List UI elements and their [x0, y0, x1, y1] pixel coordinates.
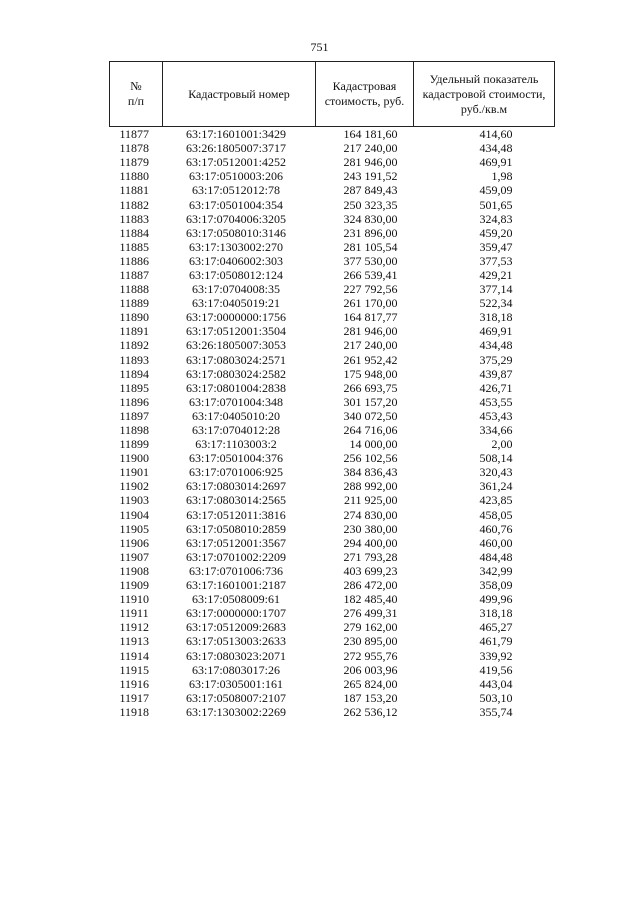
specific-indicator-cell: 419,56: [479, 662, 513, 677]
specific-indicator-cell: 484,48: [479, 549, 513, 564]
cadastral-number-cell: 63:17:0510003:206: [188, 169, 283, 184]
cadastral-number-cell: 63:17:0512001:3567: [185, 535, 286, 550]
table-row: [110, 141, 555, 155]
specific-indicator-cell: 465,27: [479, 620, 513, 635]
cadastral-number-cell: 63:17:0512011:3816: [186, 507, 286, 522]
header-cadastral-cost: Кадастровая стоимость, руб.: [316, 62, 414, 127]
specific-indicator-cell: 320,43: [479, 465, 513, 480]
table-row: [110, 522, 555, 536]
table-row: [110, 268, 555, 282]
specific-indicator-cell: 469,91: [479, 324, 513, 339]
cadastral-cost-cell: 261 170,00: [343, 296, 398, 311]
specific-indicator-cell: 2,00: [491, 437, 513, 452]
cadastral-cost-cell: 281 105,54: [343, 239, 398, 254]
cadastral-cost-cell: 281 946,00: [343, 324, 398, 339]
cadastral-number-cell: 63:17:0501004:354: [188, 197, 283, 212]
table-row: [110, 282, 555, 296]
row-number-cell: 11906: [119, 535, 150, 550]
page-number: 751: [310, 40, 329, 54]
cadastral-cost-cell: 164 817,77: [343, 310, 398, 325]
table-row: [110, 578, 555, 592]
specific-indicator-cell: 460,76: [479, 521, 513, 536]
table-row: [110, 705, 555, 719]
table-row: [110, 197, 555, 211]
cadastral-cost-cell: 288 992,00: [343, 479, 398, 494]
cadastral-number-cell: 63:17:0704012:28: [191, 423, 280, 438]
cadastral-number-cell: 63:17:0305001:161: [188, 676, 283, 691]
header-cadastral-number: Кадастровый номер: [163, 62, 316, 127]
cadastral-number-cell: 63:17:0803014:2697: [185, 479, 286, 494]
cadastral-number-cell: 63:17:0512012:78: [191, 183, 280, 198]
row-number-cell: 11914: [119, 648, 150, 663]
table-row: [110, 296, 555, 310]
cadastral-cost-cell: 274 830,00: [343, 507, 398, 522]
row-number-cell: 11905: [119, 521, 150, 536]
cadastral-cost-cell: 256 102,56: [343, 451, 398, 466]
row-number-cell: 11886: [119, 253, 150, 268]
cadastral-number-cell: 63:17:0803024:2571: [185, 352, 286, 367]
row-number-cell: 11916: [119, 676, 150, 691]
table-row: [110, 367, 555, 381]
row-number-cell: 11894: [119, 366, 150, 381]
table-row: [110, 338, 555, 352]
row-number-cell: 11878: [119, 141, 150, 156]
table-row: [110, 564, 555, 578]
cadastral-cost-cell: 14 000,00: [349, 437, 398, 452]
header-row-number: № п/п: [110, 62, 163, 127]
table-row: [110, 127, 555, 142]
row-number-cell: 11910: [119, 592, 150, 607]
cadastral-number-cell: 63:17:0405019:21: [191, 296, 280, 311]
specific-indicator-cell: 429,21: [479, 267, 513, 282]
table-row: [110, 634, 555, 648]
cadastral-number-cell: 63:17:0000000:1707: [185, 606, 286, 621]
row-number-cell: 11904: [119, 507, 150, 522]
row-number-cell: 11917: [119, 690, 150, 705]
row-number-cell: 11885: [119, 239, 150, 254]
cadastral-cost-cell: 272 955,76: [343, 648, 398, 663]
specific-indicator-cell: 459,20: [479, 225, 513, 240]
specific-indicator-cell: 324,83: [479, 211, 513, 226]
cadastral-cost-cell: 276 499,31: [343, 606, 398, 621]
row-number-cell: 11882: [119, 197, 150, 212]
cadastral-number-cell: 63:17:0512001:3504: [185, 324, 286, 339]
specific-indicator-cell: 503,10: [479, 690, 513, 705]
row-number-cell: 11918: [119, 704, 150, 719]
row-number-cell: 11879: [119, 155, 150, 170]
cadastral-cost-cell: 266 539,41: [343, 267, 398, 282]
cadastral-number-cell: 63:17:0405010:20: [191, 408, 280, 423]
table-row: [110, 212, 555, 226]
row-number-cell: 11893: [119, 352, 150, 367]
cadastral-number-cell: 63:17:0508012:124: [188, 267, 283, 282]
specific-indicator-cell: 1,98: [491, 169, 513, 184]
specific-indicator-cell: 501,65: [479, 197, 513, 212]
specific-indicator-cell: 443,04: [479, 676, 513, 691]
specific-indicator-cell: 377,53: [479, 253, 513, 268]
cadastral-cost-cell: 182 485,40: [343, 592, 398, 607]
cadastral-cost-cell: 301 157,20: [343, 394, 398, 409]
cadastral-cost-cell: 281 946,00: [343, 155, 398, 170]
cadastral-cost-cell: 266 693,75: [343, 380, 398, 395]
cadastral-cost-cell: 206 003,96: [343, 662, 398, 677]
cadastral-cost-cell: 230 895,00: [343, 634, 398, 649]
specific-indicator-cell: 375,29: [479, 352, 513, 367]
cadastral-cost-cell: 250 323,35: [343, 197, 398, 212]
table-row: [110, 310, 555, 324]
specific-indicator-cell: 469,91: [479, 155, 513, 170]
row-number-cell: 11880: [119, 169, 150, 184]
table-row: [110, 677, 555, 691]
table-row: [110, 353, 555, 367]
row-number-cell: 11912: [119, 620, 150, 635]
cadastral-cost-cell: 243 191,52: [343, 169, 398, 184]
table-body: [110, 127, 555, 719]
specific-indicator-cell: 339,92: [479, 648, 513, 663]
table-row: [110, 550, 555, 564]
row-number-cell: 11903: [119, 493, 150, 508]
row-number-cell: 11913: [119, 634, 150, 649]
cadastral-cost-cell: 384 836,43: [343, 465, 398, 480]
specific-indicator-cell: 522,34: [479, 296, 513, 311]
cadastral-number-cell: 63:17:0701006:736: [188, 563, 283, 578]
specific-indicator-cell: 414,60: [479, 127, 513, 142]
specific-indicator-cell: 359,47: [479, 239, 513, 254]
cadastral-cost-cell: 217 240,00: [343, 338, 398, 353]
cadastral-number-cell: 63:17:1303002:2269: [185, 704, 286, 719]
table-row: [110, 395, 555, 409]
specific-indicator-cell: 453,43: [479, 408, 513, 423]
cadastral-number-cell: 63:17:0803024:2582: [185, 366, 286, 381]
cadastral-number-cell: 63:26:1805007:3053: [185, 338, 286, 353]
table-row: [110, 606, 555, 620]
cadastral-number-cell: 63:17:1103003:2: [195, 437, 277, 452]
table-row: [110, 169, 555, 183]
table-row: [110, 423, 555, 437]
table-row: [110, 226, 555, 240]
cadastral-number-cell: 63:17:0513003:2633: [185, 634, 286, 649]
row-number-cell: 11900: [119, 451, 150, 466]
table-row: [110, 254, 555, 268]
specific-indicator-cell: 355,74: [479, 704, 513, 719]
cadastral-number-cell: 63:17:0701006:925: [188, 465, 283, 480]
specific-indicator-cell: 458,05: [479, 507, 513, 522]
cadastral-cost-cell: 403 699,23: [343, 563, 398, 578]
table-row: [110, 183, 555, 197]
cadastral-number-cell: 63:17:0701004:348: [188, 394, 283, 409]
cadastral-cost-cell: 217 240,00: [343, 141, 398, 156]
cadastral-number-cell: 63:17:0704006:3205: [185, 211, 286, 226]
specific-indicator-cell: 459,09: [479, 183, 513, 198]
row-number-cell: 11915: [119, 662, 150, 677]
row-number-cell: 11896: [119, 394, 150, 409]
cadastral-number-cell: 63:17:1601001:3429: [185, 127, 286, 142]
row-number-cell: 11887: [119, 267, 150, 282]
table-row: [110, 620, 555, 634]
row-number-cell: 11888: [119, 282, 150, 297]
specific-indicator-cell: 453,55: [479, 394, 513, 409]
specific-indicator-cell: 358,09: [479, 578, 513, 593]
row-number-cell: 11908: [119, 563, 150, 578]
table-row: [110, 409, 555, 423]
specific-indicator-cell: 342,99: [479, 563, 513, 578]
table-row: [110, 465, 555, 479]
table-row: [110, 437, 555, 451]
specific-indicator-cell: 377,14: [479, 282, 513, 297]
cadastral-cost-cell: 187 153,20: [343, 690, 398, 705]
cadastral-cost-cell: 279 162,00: [343, 620, 398, 635]
cadastral-number-cell: 63:17:0000000:1756: [185, 310, 286, 325]
table-row: [110, 155, 555, 169]
cadastral-cost-cell: 271 793,28: [343, 549, 398, 564]
cadastral-number-cell: 63:17:0803017:26: [191, 662, 280, 677]
cadastral-number-cell: 63:17:0803014:2565: [185, 493, 286, 508]
cadastral-cost-cell: 340 072,50: [343, 408, 398, 423]
cadastral-cost-cell: 164 181,60: [343, 127, 398, 142]
specific-indicator-cell: 361,24: [479, 479, 513, 494]
cadastral-cost-cell: 175 948,00: [343, 366, 398, 381]
cadastral-number-cell: 63:17:0501004:376: [188, 451, 283, 466]
cadastral-number-cell: 63:17:0704008:35: [191, 282, 280, 297]
cadastral-number-cell: 63:26:1805007:3717: [185, 141, 286, 156]
table-row: [110, 663, 555, 677]
row-number-cell: 11889: [119, 296, 150, 311]
table-row: [110, 451, 555, 465]
row-number-cell: 11897: [119, 408, 150, 423]
cadastral-cost-cell: 286 472,00: [343, 578, 398, 593]
row-number-cell: 11895: [119, 380, 150, 395]
cadastral-cost-cell: 261 952,42: [343, 352, 398, 367]
specific-indicator-cell: 318,18: [479, 606, 513, 621]
cadastral-number-cell: 63:17:1601001:2187: [185, 578, 286, 593]
row-number-cell: 11909: [119, 578, 150, 593]
cadastral-number-cell: 63:17:0803023:2071: [185, 648, 286, 663]
cadastral-number-cell: 63:17:0701002:2209: [185, 549, 286, 564]
cadastral-cost-cell: 227 792,56: [343, 282, 398, 297]
row-number-cell: 11892: [119, 338, 150, 353]
specific-indicator-cell: 434,48: [479, 141, 513, 156]
table-row: [110, 691, 555, 705]
specific-indicator-cell: 508,14: [479, 451, 513, 466]
specific-indicator-cell: 499,96: [479, 592, 513, 607]
row-number-cell: 11898: [119, 423, 150, 438]
table-row: [110, 536, 555, 550]
cadastral-cost-cell: 377 530,00: [343, 253, 398, 268]
cadastral-number-cell: 63:17:1303002:270: [188, 239, 283, 254]
cadastral-cost-cell: 264 716,06: [343, 423, 398, 438]
specific-indicator-cell: 334,66: [479, 423, 513, 438]
specific-indicator-cell: 318,18: [479, 310, 513, 325]
cadastral-cost-cell: 231 896,00: [343, 225, 398, 240]
cadastral-number-cell: 63:17:0512001:4252: [185, 155, 286, 170]
row-number-cell: 11891: [119, 324, 150, 339]
table-row: [110, 324, 555, 338]
table-row: [110, 592, 555, 606]
specific-indicator-cell: 439,87: [479, 366, 513, 381]
cadastral-cost-cell: 294 400,00: [343, 535, 398, 550]
cadastral-cost-cell: 230 380,00: [343, 521, 398, 536]
row-number-cell: 11911: [119, 606, 149, 621]
header-specific-indicator: Удельный показатель кадастровой стоимости, руб./кв.м: [414, 62, 555, 127]
cadastral-cost-cell: 211 925,00: [343, 493, 398, 508]
cadastral-cost-cell: 287 849,43: [343, 183, 398, 198]
cadastral-cost-cell: 324 830,00: [343, 211, 398, 226]
row-number-cell: 11902: [119, 479, 150, 494]
table-row: [110, 508, 555, 522]
row-number-cell: 11877: [119, 127, 150, 142]
specific-indicator-cell: 434,48: [479, 338, 513, 353]
cadastral-number-cell: 63:17:0508010:2859: [185, 521, 286, 536]
row-number-cell: 11901: [119, 465, 150, 480]
cadastral-number-cell: 63:17:0508007:2107: [185, 690, 286, 705]
cadastral-value-table: [109, 61, 555, 719]
table-row: [110, 381, 555, 395]
cadastral-number-cell: 63:17:0801004:2838: [185, 380, 286, 395]
row-number-cell: 11883: [119, 211, 150, 226]
cadastral-number-cell: 63:17:0508009:61: [191, 592, 280, 607]
specific-indicator-cell: 460,00: [479, 535, 513, 550]
table-row: [110, 240, 555, 254]
table-row: [110, 493, 555, 507]
specific-indicator-cell: 426,71: [479, 380, 513, 395]
specific-indicator-cell: 461,79: [479, 634, 513, 649]
table-row: [110, 648, 555, 662]
cadastral-cost-cell: 262 536,12: [343, 704, 398, 719]
row-number-cell: 11907: [119, 549, 150, 564]
row-number-cell: 11881: [119, 183, 150, 198]
table-row: [110, 479, 555, 493]
row-number-cell: 11884: [119, 225, 150, 240]
row-number-cell: 11899: [119, 437, 150, 452]
cadastral-number-cell: 63:17:0512009:2683: [185, 620, 286, 635]
cadastral-number-cell: 63:17:0508010:3146: [185, 225, 286, 240]
cadastral-number-cell: 63:17:0406002:303: [188, 253, 283, 268]
row-number-cell: 11890: [119, 310, 150, 325]
specific-indicator-cell: 423,85: [479, 493, 513, 508]
cadastral-cost-cell: 265 824,00: [343, 676, 398, 691]
table-header-row: [110, 62, 555, 127]
